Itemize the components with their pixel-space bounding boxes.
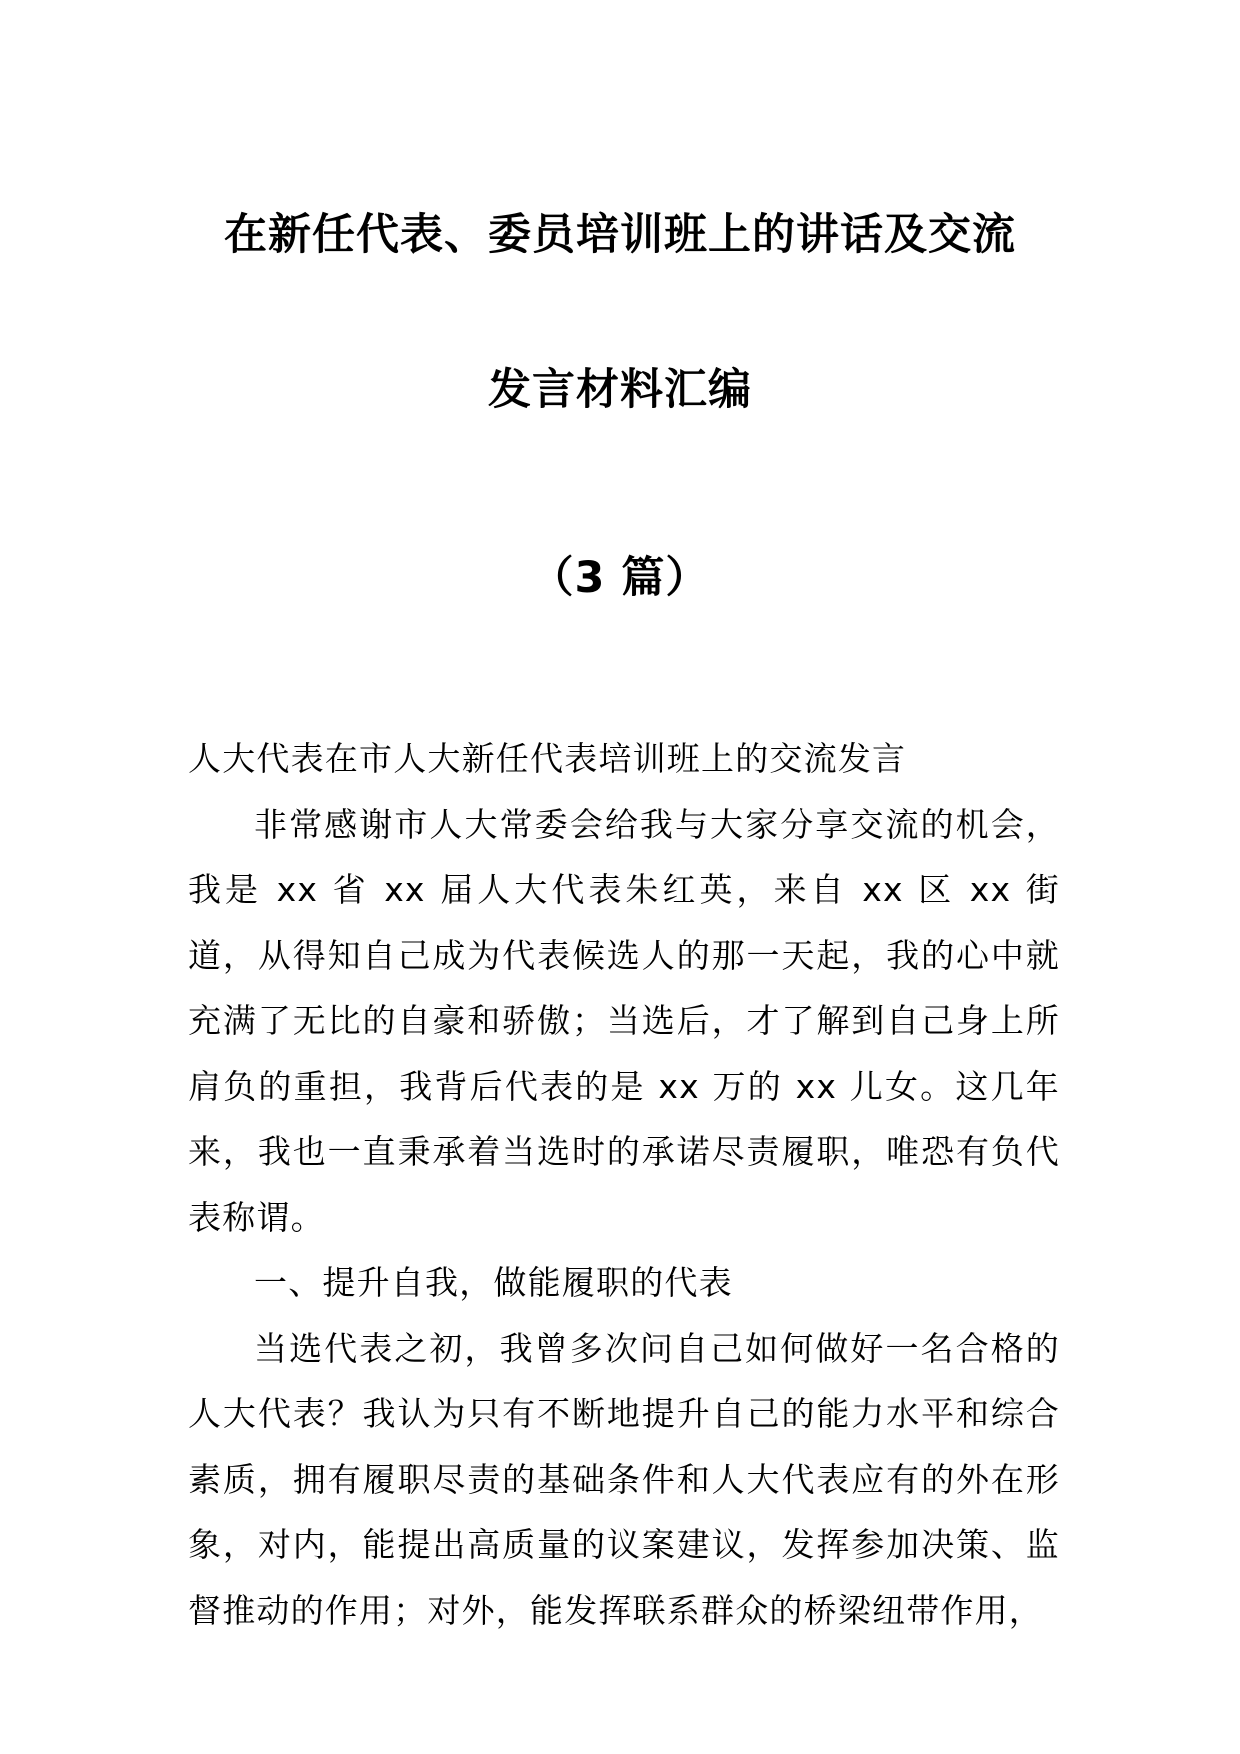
document-count: （3 篇） [530,553,710,603]
paragraph-body: 当选代表之初，我曾多次问自己如何做好一名合格的人大代表？我认为只有不断地提升自己的能力水平和综合素质，拥有履职尽责的基础条件和人大代表应有的外在形象，对内，能提出高质量的议案建议，发挥参加决策、监督推动的作用；对外，能发挥联系群众的桥梁纽带作用， [188,1328,1060,1630]
document-body [188,726,1060,1643]
section-heading-1: 一、提升自我，做能履职的代表 [254,1263,733,1302]
section-title: 人大代表在市人大新任代表培训班上的交流发言 [188,739,907,778]
document-title-line-1: 在新任代表、委员培训班上的讲话及交流 [224,210,1016,260]
paragraph-intro: 非常感谢市人大常委会给我与大家分享交流的机会，我是 xx 省 xx 届人大代表朱红英，来自 xx 区 xx 街道，从得知自己成为代表候选人的那一天起，我的心中就充满了无比的自豪和骄傲；当选后，才了解到自己身上所肩负的重担，我背后代表的是 xx 万的 xx 儿女。这几年来，我也一直秉承着当选时的承诺尽责履职，唯恐有负代表称谓。 [188,804,1060,1237]
document-title-line-2: 发言材料汇编 [488,365,752,415]
